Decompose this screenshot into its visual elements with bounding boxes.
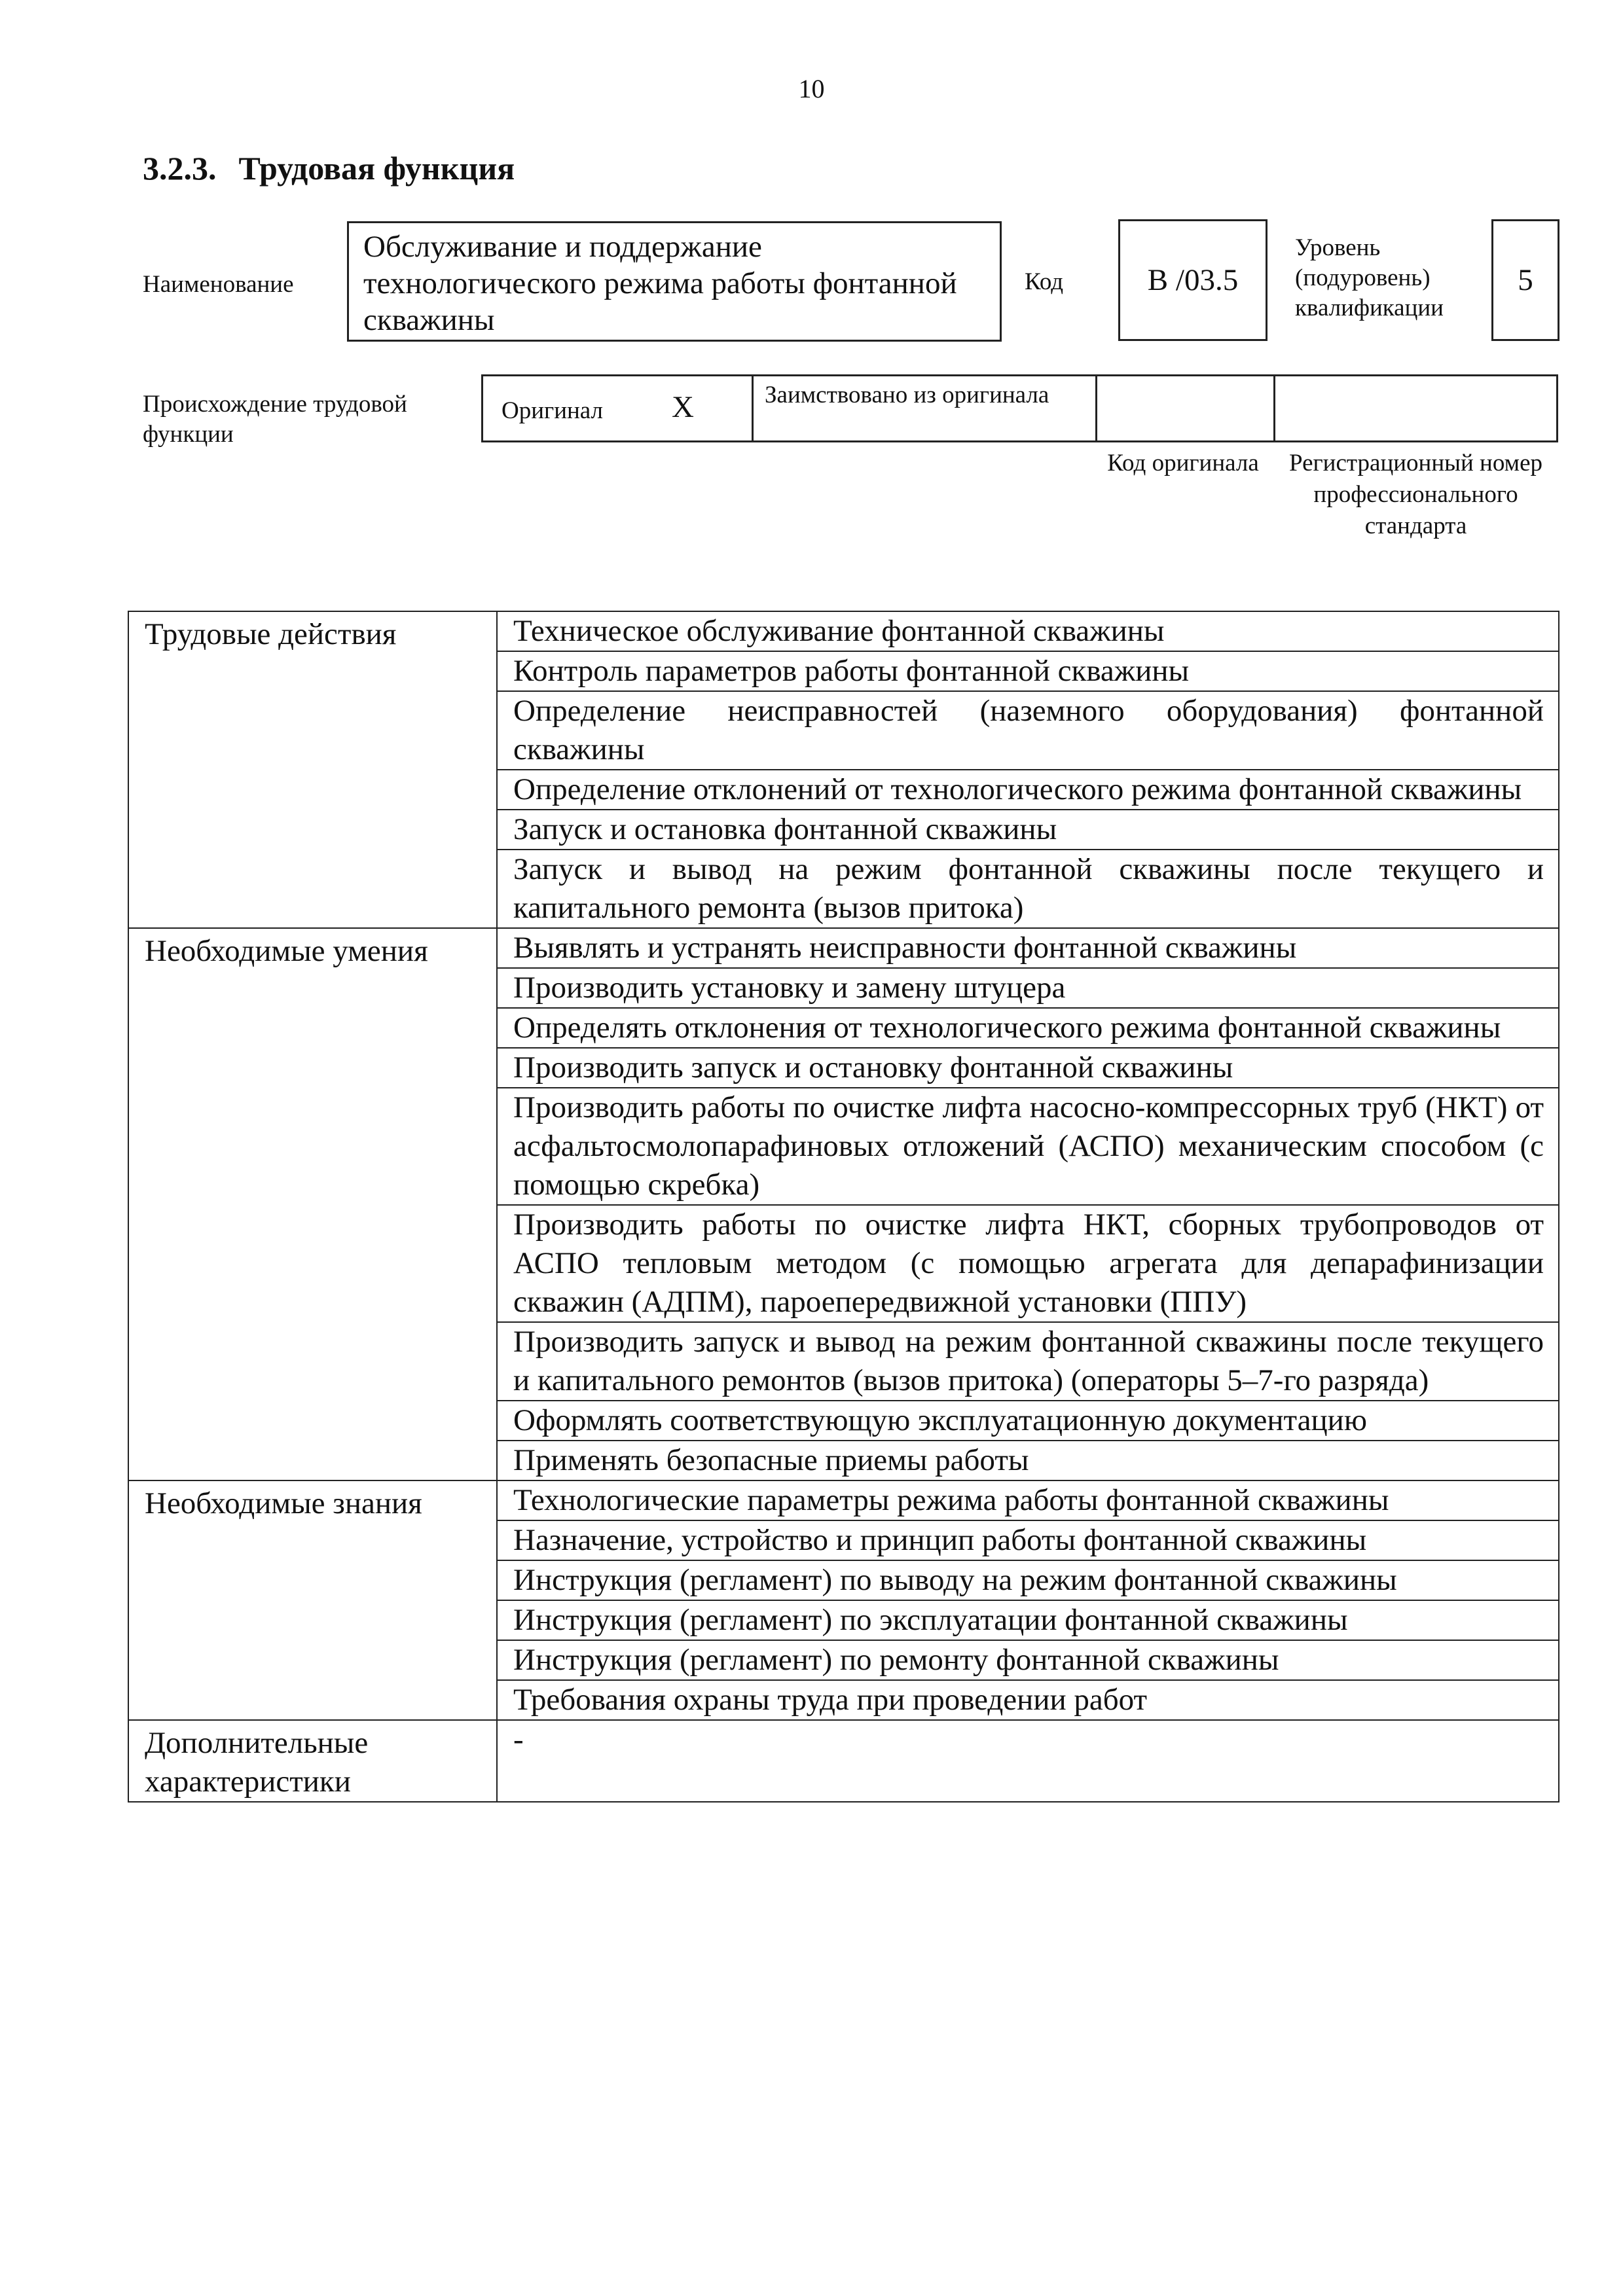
item-cell: Определять отклонения от технологического режима фонтанной скважины <box>497 1008 1559 1048</box>
item-cell: Определение отклонений от технологического режима фонтанной скважины <box>497 770 1559 810</box>
item-cell: Оформлять соответствующую эксплуатационную документацию <box>497 1401 1559 1441</box>
item-cell: Производить запуск и остановку фонтанной скважины <box>497 1048 1559 1088</box>
category-cell: Трудовые действия <box>128 611 497 928</box>
item-cell: - <box>497 1720 1559 1802</box>
item-cell: Инструкция (регламент) по выводу на режим фонтанной скважины <box>497 1560 1559 1600</box>
section-number: 3.2.3. <box>143 150 217 187</box>
item-cell: Производить запуск и вывод на режим фонтанной скважины после текущего и капитального ремонтов (вызов притока) (операторы 5–7-го разряда) <box>497 1322 1559 1401</box>
item-cell: Производить работы по очистке лифта насосно-компрессорных труб (НКТ) от асфальтосмолопарафиновых отложений (АСПО) механическим способом (с помощью скребка) <box>497 1088 1559 1205</box>
item-cell: Требования охраны труда при проведении работ <box>497 1680 1559 1720</box>
origin-divider <box>1095 376 1097 440</box>
item-cell: Инструкция (регламент) по ремонту фонтанной скважины <box>497 1640 1559 1680</box>
item-cell: Производить установку и замену штуцера <box>497 968 1559 1008</box>
name-label: Наименование <box>143 271 294 298</box>
item-cell: Запуск и остановка фонтанной скважины <box>497 810 1559 850</box>
code-label: Код <box>1025 268 1064 295</box>
origin-divider <box>1273 376 1275 440</box>
caption-code-original: Код оригинала <box>1107 450 1259 476</box>
level-label: Уровень (подуровень) квалификации <box>1295 234 1444 321</box>
category-cell: Дополнительные характеристики <box>128 1720 497 1802</box>
original-label: Оригинал <box>501 397 604 424</box>
item-cell: Инструкция (регламент) по эксплуатации фонтанной скважины <box>497 1600 1559 1640</box>
category-cell: Необходимые умения <box>128 928 497 1480</box>
origin-label: Происхождение трудовой функции <box>143 391 407 448</box>
original-mark: X <box>672 390 694 424</box>
code-original-cell <box>1099 376 1272 440</box>
level-value: 5 <box>1491 219 1559 341</box>
origin-divider <box>752 376 754 440</box>
item-cell: Техническое обслуживание фонтанной скважины <box>497 611 1559 651</box>
table-row <box>128 1720 1559 1802</box>
page-number: 10 <box>798 74 825 103</box>
table-row <box>128 611 1559 651</box>
reg-number-cell <box>1277 376 1555 440</box>
item-cell: Технологические параметры режима работы фонтанной скважины <box>497 1480 1559 1520</box>
function-table <box>128 611 1559 1803</box>
item-cell: Применять безопасные приемы работы <box>497 1441 1559 1480</box>
item-cell: Производить работы по очистке лифта НКТ, сборных трубопроводов от АСПО тепловым методом (с помощью агрегата для депарафинизации скважин (АДПМ), пароепередвижной установки (ППУ) <box>497 1205 1559 1322</box>
item-cell: Контроль параметров работы фонтанной скважины <box>497 651 1559 691</box>
item-cell: Определение неисправностей (наземного оборудования) фонтанной скважины <box>497 691 1559 770</box>
section-title: Трудовая функция <box>238 150 515 187</box>
table-row <box>128 1480 1559 1520</box>
section-heading <box>143 149 515 187</box>
caption-reg-number: Регистрационный номер профессионального стандарта <box>1288 450 1542 539</box>
item-cell: Назначение, устройство и принцип работы фонтанной скважины <box>497 1520 1559 1560</box>
borrowed-label: Заимствовано из оригинала <box>765 382 1049 408</box>
origin-row <box>481 374 1558 442</box>
item-cell: Выявлять и устранять неисправности фонтанной скважины <box>497 928 1559 968</box>
code-value: В /03.5 <box>1118 219 1267 341</box>
category-cell: Необходимые знания <box>128 1480 497 1720</box>
name-value: Обслуживание и поддержание технологического режима работы фонтанной скважины <box>347 221 1002 342</box>
table-row <box>128 928 1559 968</box>
item-cell: Запуск и вывод на режим фонтанной скважины после текущего и капитального ремонта (вызов притока) <box>497 850 1559 928</box>
